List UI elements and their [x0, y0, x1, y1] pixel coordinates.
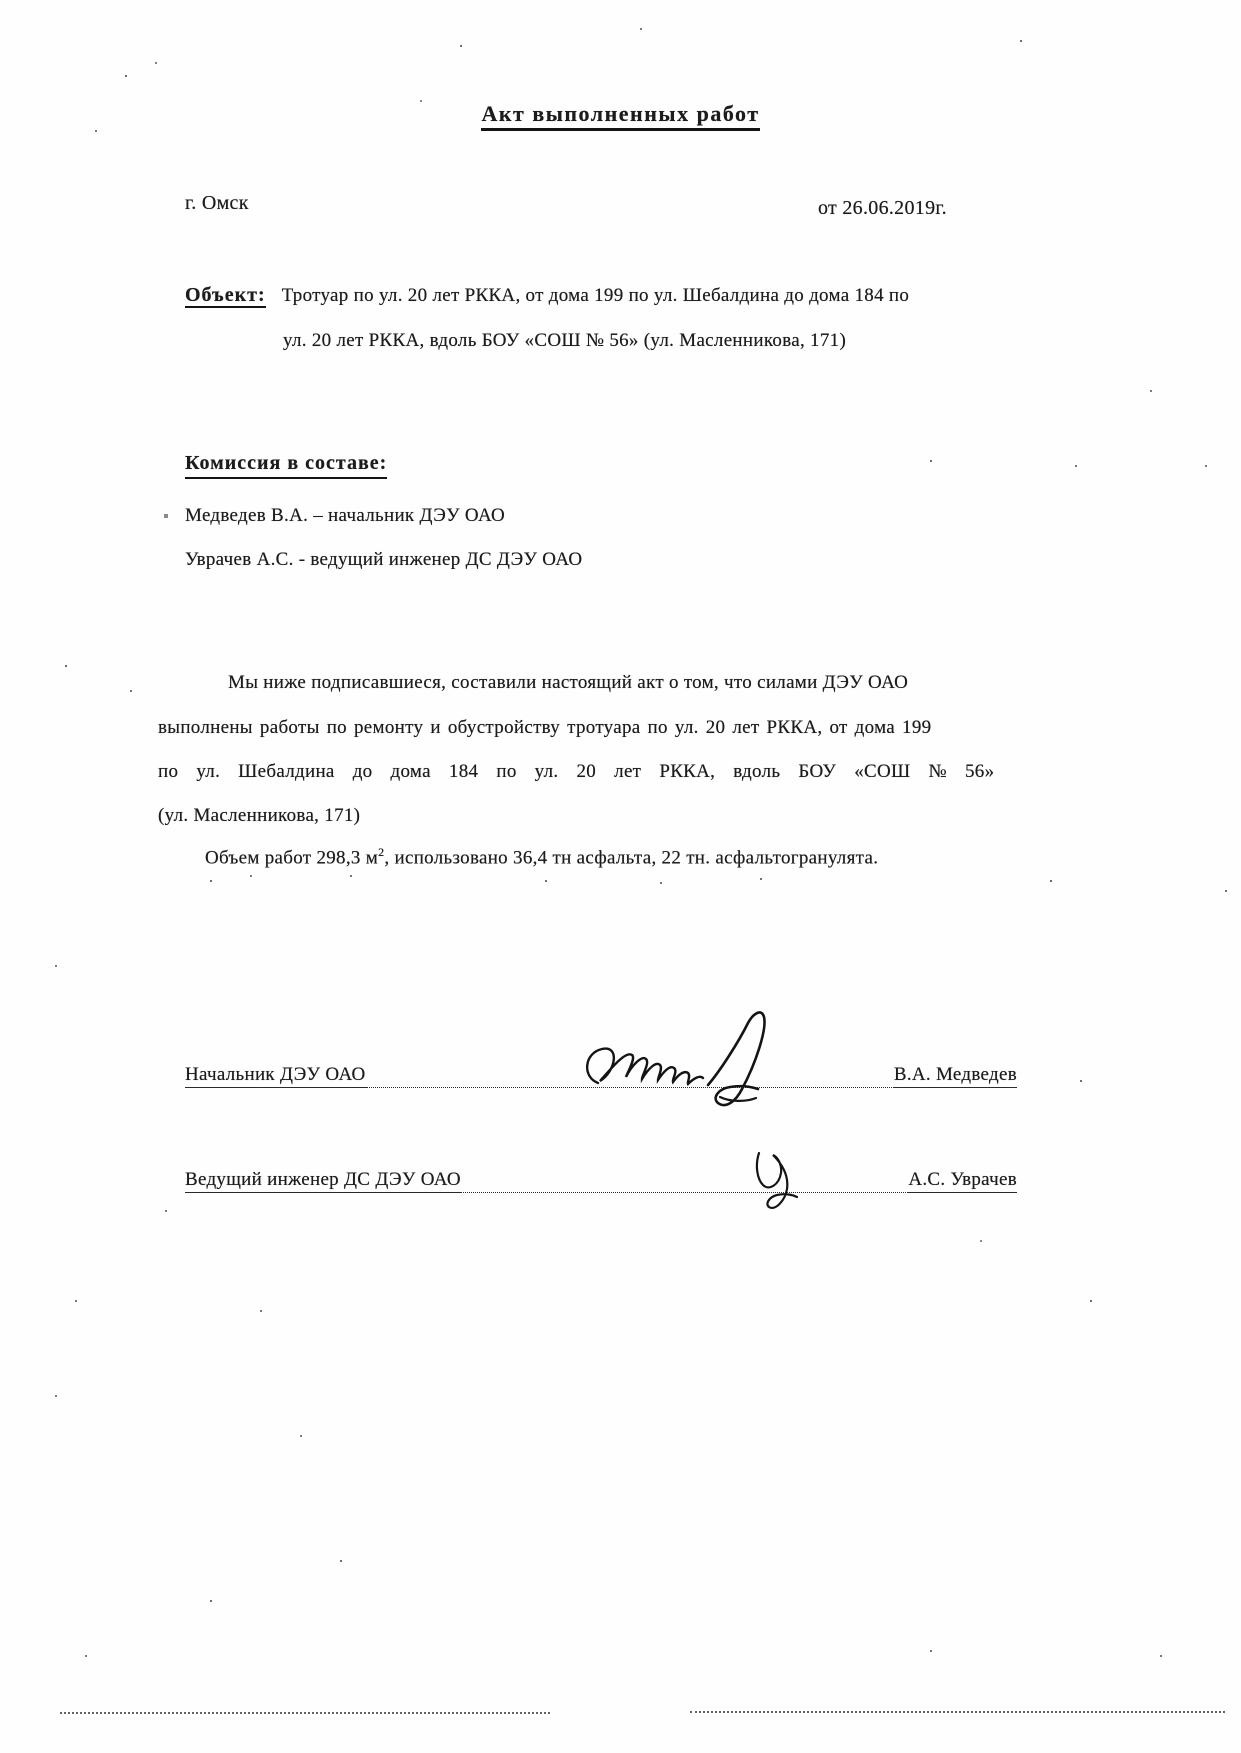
- body-paragraph-line1: Мы ниже подписавшиеся, составили настоящий акт о том, что силами ДЭУ ОАО: [228, 672, 909, 693]
- commission-member-uvrachev: Уврачев А.С. - ведущий инженер ДС ДЭУ ОАО: [185, 549, 583, 570]
- object-text-line1: Тротуар по ул. 20 лет РККА, от дома 199 по ул. Шебалдина до дома 184 по: [281, 285, 910, 306]
- body-paragraph-line4: (ул. Масленникова, 171): [158, 805, 361, 826]
- volume-text-post: , использовано 36,4 тн асфальта, 22 тн. асфальтогранулята.: [384, 847, 879, 869]
- signature-line-uvrachev: [461, 1192, 908, 1193]
- object-text-line2: ул. 20 лет РККА, вдоль БОУ «СОШ № 56» (ул. Масленникова, 171): [283, 330, 847, 351]
- document-title: Акт выполненных работ: [0, 101, 1241, 127]
- signature-row-uvrachev: [185, 1153, 1017, 1193]
- commission-member-medvedev: Медведев В.А. – начальник ДЭУ ОАО: [185, 505, 506, 526]
- object-label: Объект:: [185, 284, 266, 306]
- bottom-scan-artifact-line-left: [60, 1712, 550, 1714]
- bottom-scan-artifact-line-right: [690, 1711, 1225, 1713]
- handwritten-signature-uvrachev: [745, 1145, 805, 1215]
- object-section: [185, 284, 1035, 307]
- work-volume-line: [205, 845, 878, 869]
- signature-name-medvedev: В.А. Медведев: [894, 1064, 1017, 1088]
- document-date: от 26.06.2019г.: [818, 197, 947, 219]
- signature-role-uvrachev: Ведущий инженер ДС ДЭУ ОАО: [185, 1169, 461, 1193]
- commission-heading: Комиссия в составе:: [185, 452, 387, 479]
- handwritten-signature-medvedev: [570, 1005, 800, 1115]
- volume-text-pre: Объем работ 298,3 м: [205, 847, 379, 869]
- body-paragraph-line2: выполнены работы по ремонту и обустройству тротуара по ул. 20 лет РККА, от дома 199: [158, 717, 932, 738]
- scan-noise-specks: [0, 0, 2, 2]
- document-city: г. Омск: [185, 192, 249, 214]
- body-paragraph-line3: по ул. Шебалдина до дома 184 по ул. 20 лет РККА, вдоль БОУ «СОШ № 56»: [158, 761, 995, 782]
- volume-superscript: 2: [378, 845, 385, 859]
- signature-name-uvrachev: А.С. Уврачев: [908, 1169, 1017, 1193]
- signature-role-medvedev: Начальник ДЭУ ОАО: [185, 1064, 366, 1088]
